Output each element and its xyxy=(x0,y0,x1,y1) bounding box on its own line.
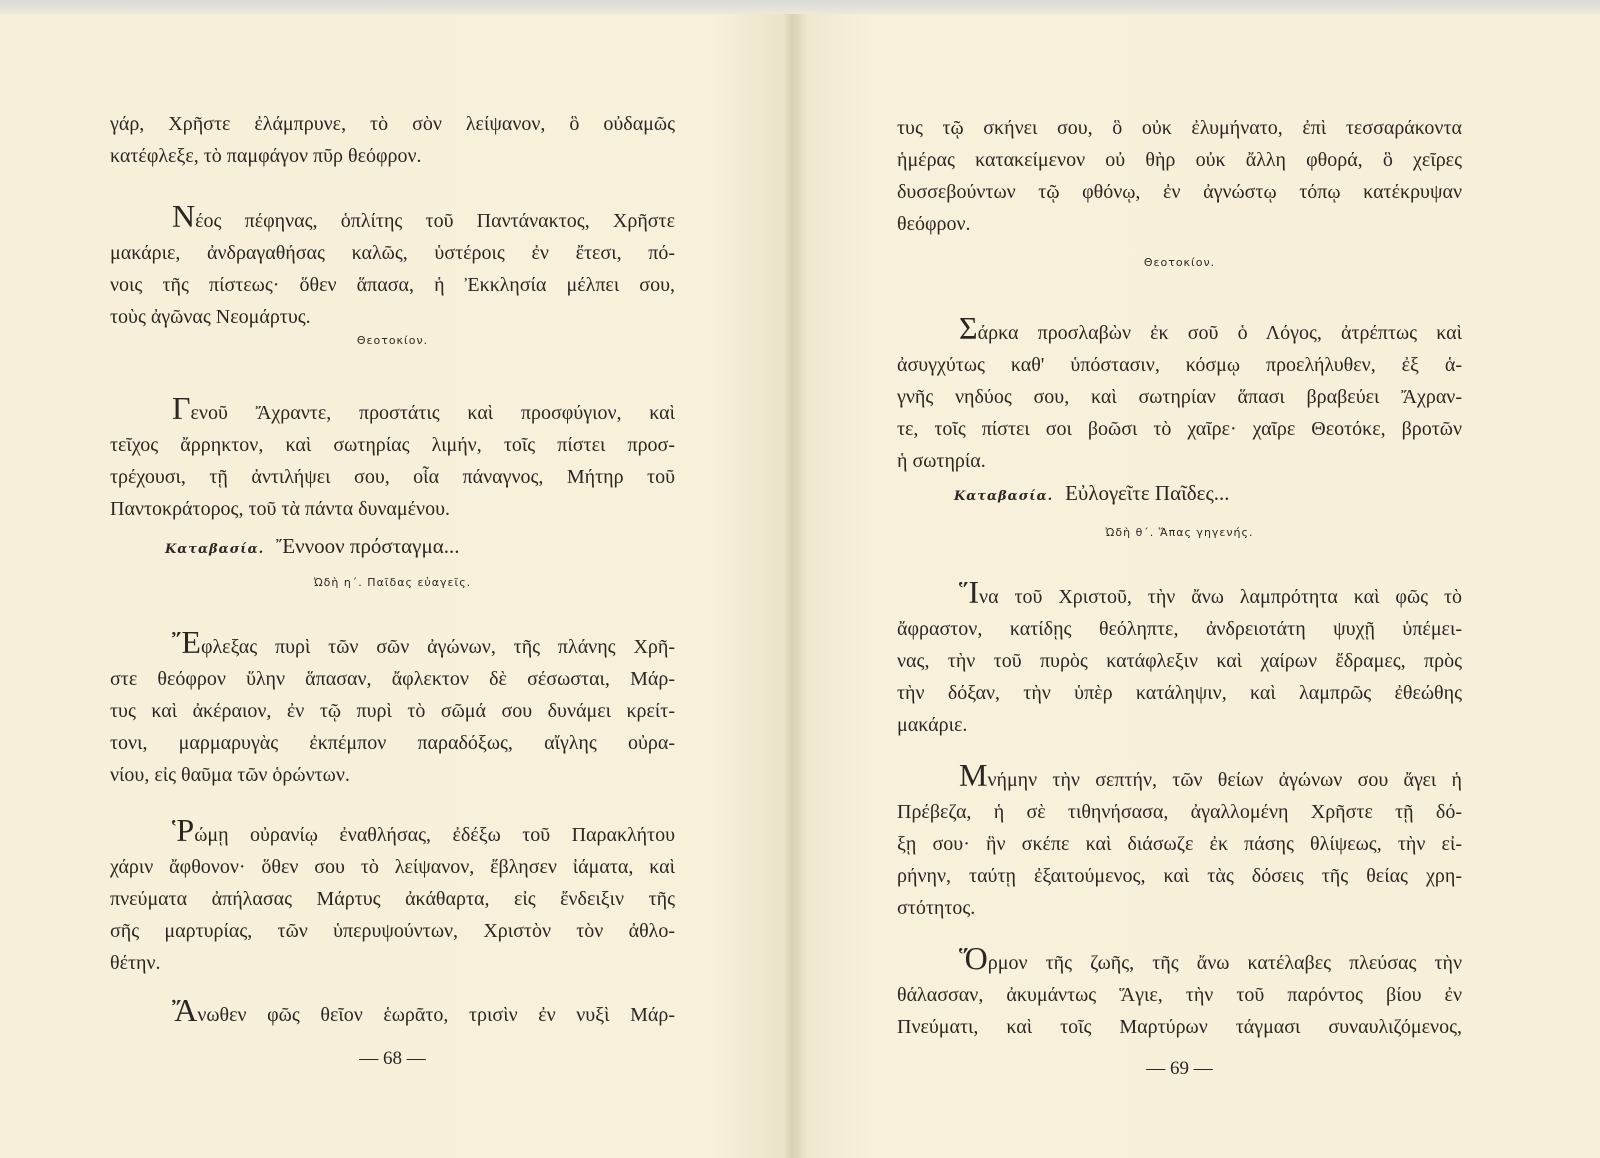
text-line: Σάρκα προσλαβὼν ἐκ σοῦ ὁ Λόγος, ἀτρέπτως καὶ xyxy=(959,310,1462,346)
scan-top-edge xyxy=(0,0,1600,14)
ode-heading: Ὠδὴ θ΄. Ἅπας γηγενής. xyxy=(1105,526,1254,539)
text-line: κατέφλεξε, τὸ παμφάγον πῦρ θεόφρον. xyxy=(110,145,422,167)
text-line: θέτην. xyxy=(110,952,161,974)
text-line: τυς τῷ σκήνει σου, ὃ οὐκ ἐλυμήνατο, ἐπὶ τεσσαράκοντα xyxy=(897,117,1462,139)
katavasia-line xyxy=(165,534,459,559)
text-line: ξῃ σου· ἣν σκέπε καὶ διάσωζε ἐκ πάσης θλίψεως, τὴν εἰ- xyxy=(897,833,1462,855)
text-line: στε θεόφρον ὕλην ἅπασαν, ἄφλεκτον δὲ σέσωσται, Μάρ- xyxy=(110,668,675,690)
page-number: — 69 — xyxy=(1146,1058,1213,1079)
text-line: νοις τῆς πίστεως· ὅθεν ἅπασα, ἡ Ἐκκλησία μέλπει σου, xyxy=(110,274,675,296)
text-line: ρήνην, ταύτῃ ἐξαιτούμενος, καὶ τὰς δόσεις τῆς θείας χρη- xyxy=(897,865,1462,887)
text-line: θάλασσαν, ἀκυμάντως Ἅγιε, τὴν τοῦ παρόντος βίου ἐν xyxy=(897,984,1462,1006)
text-line: Ῥώμῃ οὐρανίῳ ἐναθλήσας, ἐδέξω τοῦ Παρακλήτου xyxy=(172,812,675,848)
text-line: Ἄνωθεν φῶς θεῖον ἑωρᾶτο, τρισὶν ἐν νυξὶ Μάρ- xyxy=(172,992,675,1028)
text-line: Ἔφλεξας πυρὶ τῶν σῶν ἀγώνων, τῆς πλάνης Χρῆ- xyxy=(172,624,675,660)
heading-theotokion: Θεοτοκίον. xyxy=(356,334,429,347)
right-page xyxy=(792,14,1600,1158)
paragraph-neos-pefinas xyxy=(110,200,675,333)
text-line: Μνήμην τὴν σεπτήν, τῶν θείων ἀγώνων σου ἄγει ἡ xyxy=(959,757,1462,793)
ode-heading: Ὠδὴ η΄. Παῖδας εὐαγεῖς. xyxy=(313,576,472,589)
text-line: νίου, εἰς θαῦμα τῶν ὁρώντων. xyxy=(110,764,350,786)
text-line: Ἵνα τοῦ Χριστοῦ, τὴν ἄνω λαμπρότητα καὶ φῶς τὸ xyxy=(959,574,1462,610)
paragraph-continuation xyxy=(897,112,1462,240)
katavasia-text: Εὐλογεῖτε Παῖδες... xyxy=(1065,481,1230,505)
text-line: Παντοκράτορος, τοῦ τὰ πάντα δυναμένου. xyxy=(110,498,450,520)
text-line: θεόφρον. xyxy=(897,213,971,235)
katavasia-label: Καταβασία. xyxy=(165,542,265,557)
text-line: γάρ, Χρῆστε ἐλάμπρυνε, τὸ σὸν λείψανον, ὃ οὐδαμῶς xyxy=(110,113,675,135)
text-line: σῆς μαρτυρίας, τῶν ὑπερυψούντων, Χριστὸν τὸν ἀθλο- xyxy=(110,920,675,942)
katavasia-label: Καταβασία. xyxy=(954,489,1054,504)
text-line: τονι, μαρμαρυγὰς ἐκπέμπον παραδόξως, αἴγλης οὐρα- xyxy=(110,732,675,754)
text-line: στότητος. xyxy=(897,897,976,919)
katavasia-line xyxy=(954,481,1230,506)
text-line: τοὺς ἀγῶνας Νεομάρτυς. xyxy=(110,306,311,328)
page-number: — 68 — xyxy=(359,1048,426,1069)
text-line: Νέος πέφηνας, ὁπλίτης τοῦ Παντάνακτος, Χρῆστε xyxy=(172,198,675,234)
paragraph-continuation xyxy=(110,108,675,172)
text-line: γνῆς νηδύος σου, καὶ σωτηρίαν ἅπασι βραβεύει Ἄχραν- xyxy=(897,386,1462,408)
text-line: Γενοῦ Ἄχραντε, προστάτις καὶ προσφύγιον, καὶ xyxy=(172,390,675,426)
paragraph-genou-achrante xyxy=(110,392,675,525)
text-line: Πρέβεζα, ἡ σὲ τιθηνήσασα, ἀγαλλομένη Χρῆστε τῇ δό- xyxy=(897,801,1462,823)
text-line: νας, τὴν τοῦ πυρὸς κατάφλεξιν καὶ χαίρων ἔδραμες, πρὸς xyxy=(897,650,1462,672)
text-line: ἡ σωτηρία. xyxy=(897,450,986,472)
text-line: τρέχουσι, τῇ ἀντιλήψει σου, οἷα πάναγνος, Μήτηρ τοῦ xyxy=(110,466,675,488)
paragraph-ormon xyxy=(897,942,1462,1043)
paragraph-mnimin xyxy=(897,759,1462,924)
left-page xyxy=(0,14,792,1158)
paragraph-anothen xyxy=(110,994,675,1031)
text-line: Ὅρμον τῆς ζωῆς, τῆς ἄνω κατέλαβες πλεύσας τὴν xyxy=(959,940,1462,976)
text-line: τὴν δόξαν, τὴν ὑπὲρ κατάληψιν, καὶ λαμπρῶς ἐθεώθης xyxy=(897,682,1462,704)
paragraph-romi xyxy=(110,814,675,979)
text-line: δυσσεβούντων τῷ φθόνῳ, ἐν ἀγνώστῳ τόπῳ κατέκρυψαν xyxy=(897,181,1462,203)
heading-theotokion: Θεοτοκίον. xyxy=(1143,256,1216,269)
text-line: Πνεύματι, καὶ τοῖς Μαρτύρων τάγμασι συναυλιζόμενος, xyxy=(897,1016,1462,1038)
text-line: πνεύματα ἀπήλασας Μάρτυς ἀκάθαρτα, εἰς ἔνδειξιν τῆς xyxy=(110,888,675,910)
katavasia-text: Ἔννοον πρόσταγμα... xyxy=(276,534,460,558)
text-line: ἀσυγχύτως καθ' ὑπόστασιν, κόσμῳ προελήλυθεν, ἐξ ἁ- xyxy=(897,354,1462,376)
text-line: μακάριε. xyxy=(897,714,968,736)
paragraph-ina xyxy=(897,576,1462,741)
text-line: τε, τοῖς πίστει σοι βοῶσι τὸ χαῖρε· χαῖρε Θεοτόκε, βροτῶν xyxy=(897,418,1462,440)
text-line: τυς καὶ ἀκέραιον, ἐν τῷ πυρὶ τὸ σῶμά σου δυνάμει κρείτ- xyxy=(110,700,675,722)
paragraph-sarka xyxy=(897,312,1462,477)
text-line: μακάριε, ἀνδραγαθήσας καλῶς, ὑστέροις ἐν ἔτεσι, πό- xyxy=(110,242,675,264)
paragraph-eflexas xyxy=(110,626,675,791)
text-line: χάριν ἄφθονον· ὅθεν σου τὸ λείψανον, ἔβλησεν ἰάματα, καὶ xyxy=(110,856,675,878)
text-line: ἡμέρας κατακείμενον οὐ θὴρ οὐκ ἄλλη φθορά, ὃ χεῖρες xyxy=(897,149,1462,171)
text-line: τεῖχος ἄρρηκτον, καὶ σωτηρίας λιμήν, τοῖς πίστει προσ- xyxy=(110,434,675,456)
text-line: ἄφραστον, κατίδῃς θεόληπτε, ἀνδρειοτάτη ψυχῇ ὑπέμει- xyxy=(897,618,1462,640)
